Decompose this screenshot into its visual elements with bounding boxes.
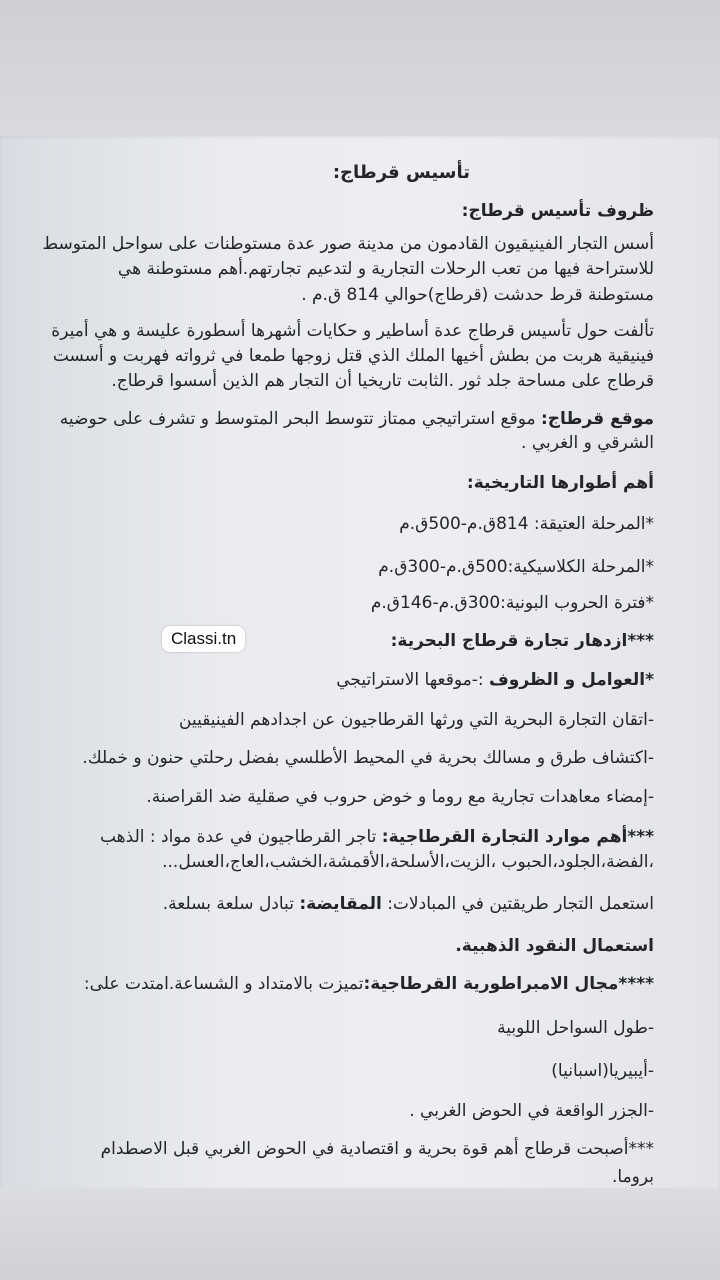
top-background — [0, 0, 720, 136]
factors-text: :-موقعها الاستراتيجي — [336, 670, 490, 690]
exchange-text: استعمل التجار طريقتين في المبادلات: — [381, 894, 654, 914]
phase-item-3: *فترة الحروب البونية:300ق.م-146ق.م — [370, 593, 654, 613]
conclusion-line-1: ***أصبحت قرطاج أهم قوة بحرية و اقتصادية في الحوض الغربي قبل الاصطدام — [100, 1139, 654, 1159]
paragraph-1-line-2: للاستراحة فيها من تعب الرحلات التجارية و لتدعيم تجارتهم.أهم مستوطنة هي — [117, 259, 654, 279]
factors-label: *العوامل و الظروف — [489, 670, 654, 690]
paragraph-1-line-1: أسس التجار الفينيقيون القادمون من مدينة صور عدة مستوطنات على سواحل المتوسط — [42, 234, 654, 254]
location-text: موقع استراتيجي ممتاز تتوسط البحر المتوسط و تشرف على حوضيه — [59, 409, 541, 429]
phase-item-2: *المرحلة الكلاسيكية:500ق.م-300ق.م — [378, 557, 654, 577]
resources-text: تاجر القرطاجيون في عدة مواد : الذهب — [99, 827, 382, 847]
paragraph-1-line-3: مستوطنة قرط حدشت (قرطاج)حوالي 814 ق.م . — [301, 285, 654, 305]
heading-circumstances: ظروف تأسيس قرطاج: — [461, 201, 654, 221]
resources-line — [40, 826, 654, 848]
paragraph-2-line-3: قرطاج على مساحة جلد ثور .الثابت تاريخيا أن التجار هم الذين أسسوا قرطاج. — [111, 371, 654, 391]
empire-text: تميزت بالامتداد و الشساعة.امتدت على: — [83, 974, 364, 994]
location-label: موقع قرطاج: — [541, 409, 654, 429]
paragraph-2-line-2: فينيقية هربت من بطش أخيها الملك الذي قتل زوجها طمعا في ثرواته فهربت و أسست — [52, 346, 654, 366]
resources-label: ***أهم موارد التجارة القرطاجية: — [381, 827, 654, 847]
empire-item-1: -طول السواحل اللوبية — [497, 1018, 654, 1038]
gold-heading: استعمال النقود الذهبية. — [455, 936, 654, 956]
location-line-2: الشرقي و الغربي . — [521, 433, 654, 453]
factors-line — [40, 669, 654, 691]
document-page — [0, 136, 720, 1188]
conclusion-line-2: بروما. — [611, 1167, 654, 1187]
exchange-rest: تبادل سلعة بسلعة. — [162, 894, 300, 914]
bottom-background — [0, 1188, 720, 1280]
classi-watermark: Classi.tn — [162, 626, 245, 652]
factor-item-2: -اكتشاف طرق و مسالك بحرية في المحيط الأطلسي بفضل رحلتي حنون و خملك. — [82, 748, 654, 768]
paragraph-2-line-1: تألفت حول تأسيس قرطاج عدة أساطير و حكايات أشهرها أسطورة عليسة و هي أميرة — [51, 321, 654, 341]
document-title: تأسيس قرطاج: — [332, 162, 470, 183]
empire-line — [40, 973, 654, 995]
phase-item-1: *المرحلة العتيقة: 814ق.م-500ق.م — [399, 514, 654, 534]
phases-heading: أهم أطوارها التاريخية: — [466, 473, 654, 493]
factor-item-3: -إمضاء معاهدات تجارية مع روما و خوض حروب في صقلية ضد القراصنة. — [146, 787, 654, 807]
empire-label: ****مجال الامبراطورية القرطاجية: — [363, 974, 654, 994]
factor-item-1: -اتقان التجارة البحرية التي ورثها القرطاجيون عن اجدادهم الفينيقيين — [179, 710, 654, 730]
trade-heading: ***ازدهار تجارة قرطاج البحرية: — [390, 631, 654, 651]
exchange-label: المقايضة: — [299, 894, 382, 914]
empire-item-2: -أيبيريا(اسبانيا) — [551, 1061, 654, 1081]
location-line — [40, 408, 654, 430]
exchange-line — [40, 893, 654, 915]
resources-line-2: ،الفضة،الجلود،الحبوب ،الزيت،الأسلحة،الأقمشة،الخشب،العاج،العسل... — [162, 852, 654, 872]
empire-item-3: -الجزر الواقعة في الحوض الغربي . — [409, 1101, 654, 1121]
